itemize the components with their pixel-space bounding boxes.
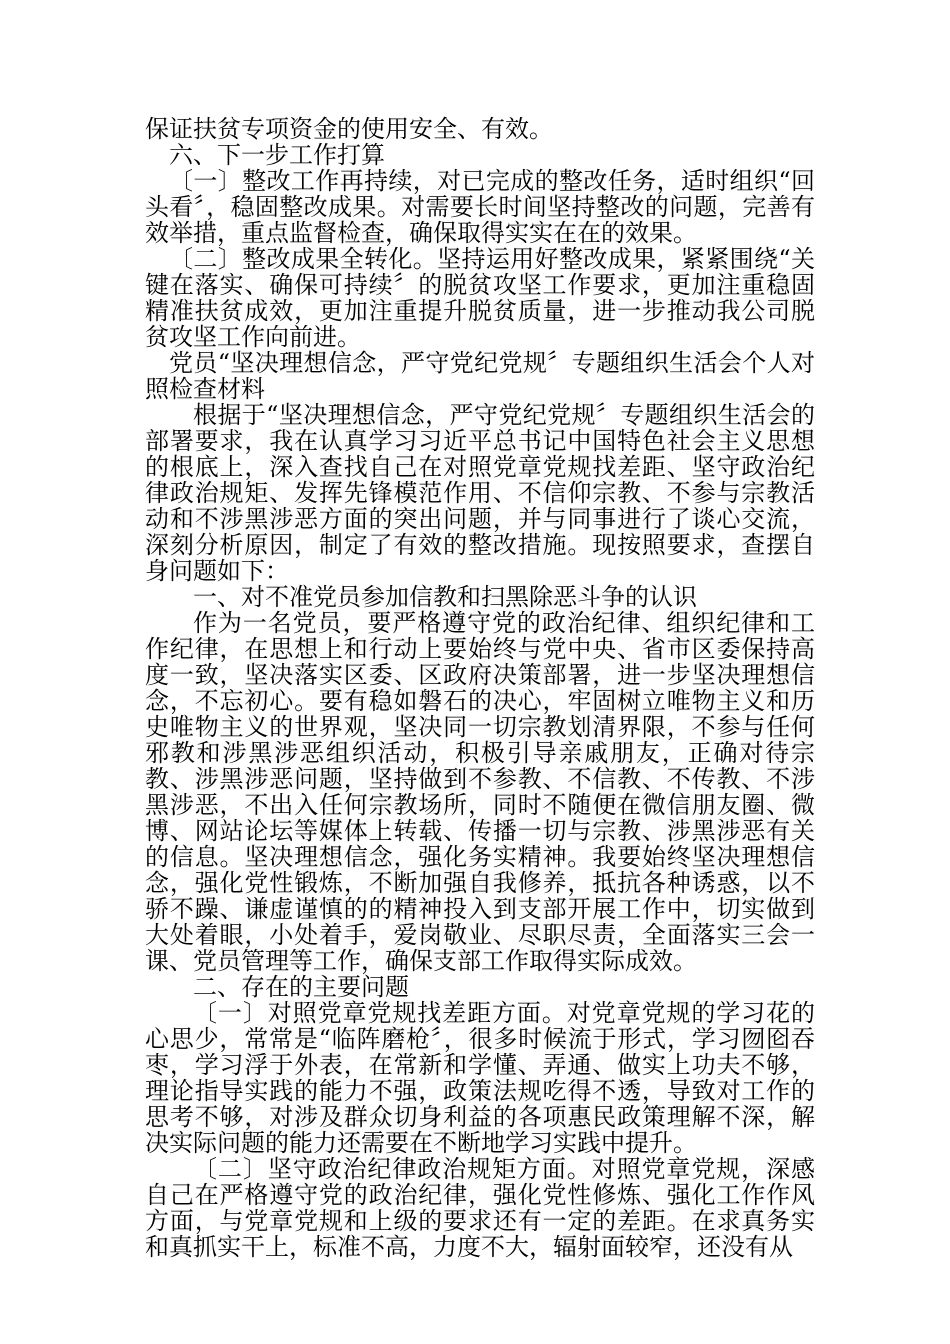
document-page [145,116,815,1260]
paragraph: 作为一名党员，要严格遵守党的政治纪律、组织纪律和工作纪律，在思想上和行动上要始终与党中央、省市区委保持高度一致，坚决落实区委、区政府决策部署，进一步坚决理想信念，不忘初心。要有稳如磐石的决心，牢固树立唯物主义和历史唯物主义的世界观，坚决同一切宗教划清界限，不参与任何邪教和涉黑涉恶组织活动，积极引导亲戚朋友，正确对待宗教、涉黑涉恶问题，坚持做到不参教、不信教、不传教、不涉黑涉恶，不出入任何宗教场所，同时不随便在微信朋友圈、微博、网站论坛等媒体上转载、传播一切与宗教、涉黑涉恶有关的信息。坚决理想信念，强化务实精神。我要始终坚决理想信念，强化党性锻炼，不断加强自我修养，抵抗各种诱惑，以不骄不躁、谦虚谨慎的的精神投入到支部开展工作中，切实做到大处着眼，小处着手，爱岗敬业、尽职尽责，全面落实三会一课、党员管理等工作，确保支部工作取得实际成效。 [145,609,815,975]
paragraph: 〔二〕整改成果全转化。坚持运用好整改成果，紧紧围绕“关键在落实、确保可持续〞的脱贫攻坚工作要求，更加注重稳固精准扶贫成效，更加注重提升脱贫质量，进一步推动我公司脱贫攻坚工作向前进。 [145,245,815,351]
section-heading: 二、存在的主要问题 [193,973,409,1001]
paragraph: 保证扶贫专项资金的使用安全、有效。 [145,115,553,143]
paragraph: 〔一〕整改工作再持续，对已完成的整改任务，适时组织“回头看〞，稳固整改成果。对需要长时间坚持整改的问题，完善有效举措，重点监督检查，确保取得实实在在的效果。 [145,167,815,247]
paragraph: 〔一〕对照党章党规找差距方面。对党章党规的学习花的心思少，常常是“临阵磨枪〞，很多时候流于形式，学习囫囵吞枣，学习浮于外表，在常新和学懂、弄通、做实上功夫不够，理论指导实践的能力不强，政策法规吃得不透，导致对工作的思考不够，对涉及群众切身利益的各项惠民政策理解不深，解决实际问题的能力还需要在不断地学习实践中提升。 [145,999,815,1157]
paragraph: 根据于“坚决理想信念，严守党纪党规〞专题组织生活会的部署要求，我在认真学习习近平总书记中国特色社会主义思想的根底上，深入查找自己在对照党章党规找差距、坚守政治纪律政治规矩、发挥先锋模范作用、不信仰宗教、不参与宗教活动和不涉黑涉恶方面的突出问题，并与同事进行了谈心交流，深刻分析原因，制定了有效的整改措施。现按照要求，查摆自身问题如下： [145,401,815,585]
document-title: 党员“坚决理想信念，严守党纪党规〞专题组织生活会个人对照检查材料 [145,349,815,403]
section-heading: 一、对不准党员参加信教和扫黑除恶斗争的认识 [193,583,697,611]
paragraph: 〔二〕坚守政治纪律政治规矩方面。对照党章党规，深感自己在严格遵守党的政治纪律，强化党性修炼、强化工作作风方面，与党章党规和上级的要求还有一定的差距。在求真务实和真抓实干上，标准不高，力度不大，辐射面较窄，还没有从 [145,1155,815,1261]
section-heading: 六、下一步工作打算 [169,141,385,169]
